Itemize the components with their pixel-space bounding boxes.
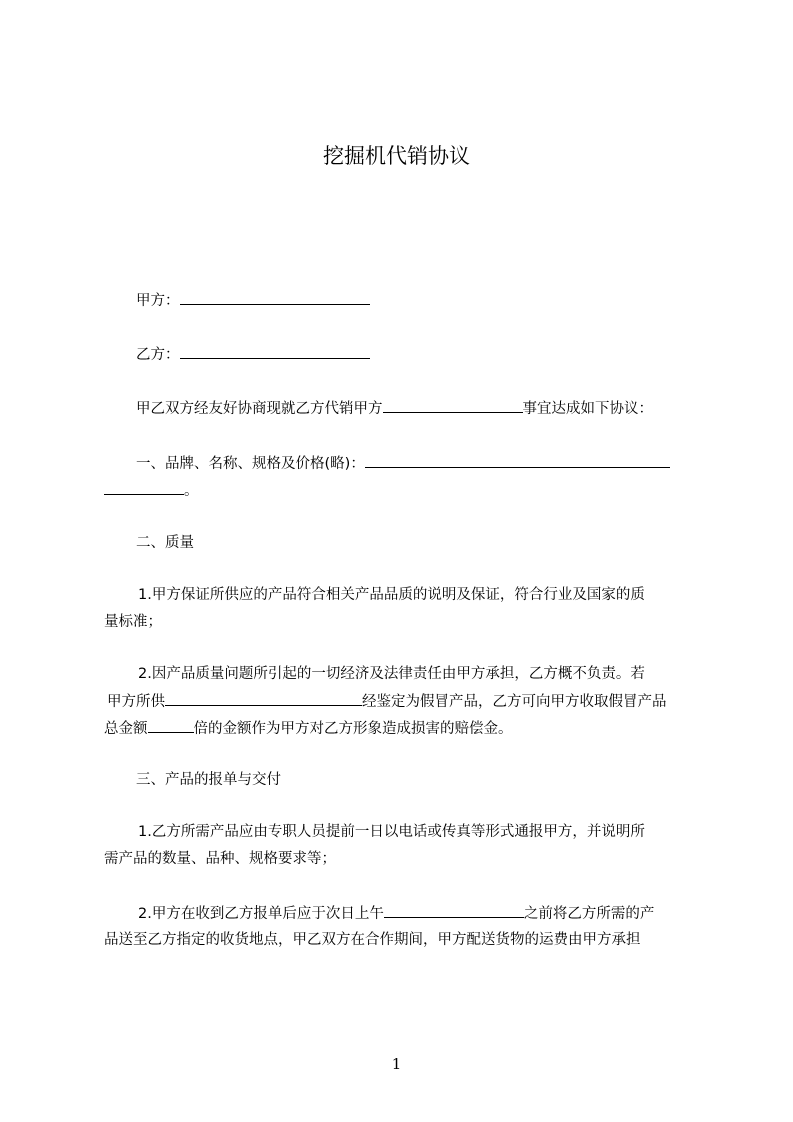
section2-item2-line1: 2.因产品质量问题所引起的一切经济及法律责任由甲方承担，乙方概不负责。若 [138, 666, 645, 682]
section3-heading: 三、产品的报单与交付 [136, 772, 281, 788]
party-a-line [136, 290, 370, 311]
party-b-line [136, 344, 370, 365]
section2-item2-multiplier-blank [148, 718, 194, 733]
section2-item2-after: 经鉴定为假冒产品，乙方可向甲方收取假冒产品 [362, 694, 667, 710]
section2-item2-line3-after: 倍的金额作为甲方对乙方形象造成损害的赔偿金。 [193, 721, 513, 737]
section1-end: 。 [184, 483, 199, 499]
section3-item2-blank [384, 903, 524, 918]
section3-item2-before: 2.甲方在收到乙方报单后应于次日上午 [138, 906, 384, 922]
section3-item2-line2: 品送至乙方指定的收货地点，甲乙双方在合作期间，甲方配送货物的运费由甲方承担 [104, 932, 641, 948]
document-title: 挖掘机代销协议 [323, 144, 470, 168]
section2-item1-line1: 1.甲方保证所供应的产品符合相关产品品质的说明及保证，符合行业及国家的质 [138, 587, 645, 603]
party-a-label: 甲方： [136, 293, 180, 309]
party-b-label: 乙方： [136, 347, 180, 363]
section2-item2-line2 [107, 691, 667, 712]
section2-item2-before: 甲方所供 [107, 694, 165, 710]
section3-item1-line2: 需产品的数量、品种、规格要求等； [104, 851, 336, 867]
section1-blank [365, 453, 670, 468]
section1-line [136, 453, 670, 474]
party-a-blank [180, 290, 370, 305]
intro-after: 事宜达成如下协议： [522, 401, 653, 417]
section3-item2-line1 [138, 903, 654, 924]
party-b-blank [180, 344, 370, 359]
section2-item2-line3 [104, 718, 513, 739]
section2-item1-line2: 量标准； [104, 614, 162, 630]
intro-line [136, 398, 653, 419]
section2-heading: 二、质量 [136, 535, 194, 551]
section2-item2-blank [165, 691, 362, 706]
section3-item2-after: 之前将乙方所需的产 [523, 906, 655, 922]
intro-blank [383, 398, 523, 413]
section1-line2 [104, 480, 199, 501]
section1-text: 一、品牌、名称、规格及价格(略)： [136, 456, 365, 472]
page-number: 1 [391, 1055, 402, 1073]
intro-before: 甲乙双方经友好协商现就乙方代销甲方 [136, 401, 383, 417]
section2-item2-line3-before: 总金额 [104, 721, 148, 737]
section1-blank-2 [104, 480, 184, 495]
section3-item1-line1: 1.乙方所需产品应由专职人员提前一日以电话或传真等形式通报甲方，并说明所 [138, 824, 645, 840]
